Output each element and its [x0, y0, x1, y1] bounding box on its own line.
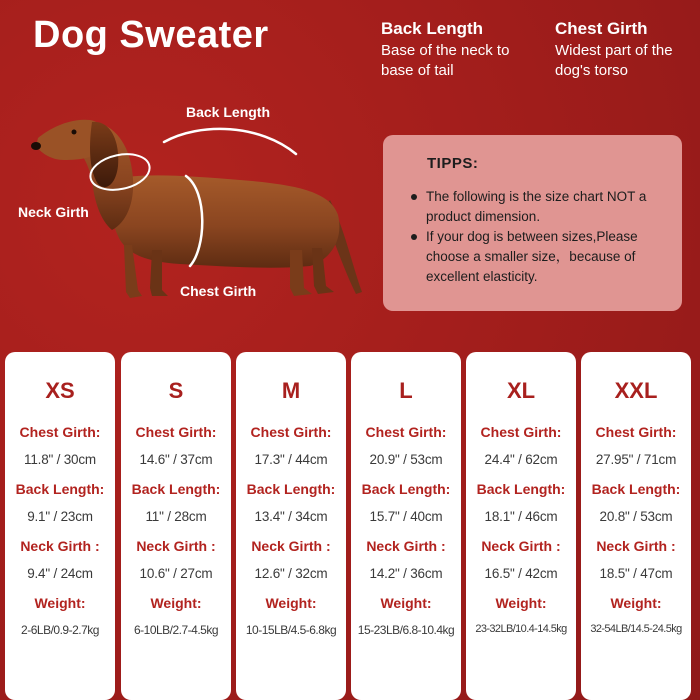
back-length-key: Back Length:	[246, 481, 336, 497]
back-length-text-line1: Base of the neck to	[381, 42, 510, 59]
size-label: L	[399, 378, 413, 403]
size-label: XS	[45, 378, 75, 403]
chest-girth-heading: Chest Girth	[555, 19, 648, 38]
neck-girth-key: Neck Girth :	[136, 538, 216, 554]
neck-girth-value: 12.6" / 32cm	[254, 566, 328, 581]
size-chart	[5, 352, 700, 700]
size-card-xs	[5, 352, 115, 700]
back-length-definition	[381, 18, 531, 81]
back-length-key: Back Length:	[476, 481, 566, 497]
tips-item: If your dog is between sizes,Please choose a smaller size，because of excellent elasticity.	[413, 227, 662, 287]
neck-girth-key: Neck Girth :	[481, 538, 561, 554]
chest-girth-value: 24.4" / 62cm	[484, 452, 558, 467]
weight-value: 32-54LB/14.5-24.5kg	[590, 623, 682, 635]
diagram-back-length-label: Back Length	[186, 104, 271, 120]
neck-girth-value: 9.4" / 24cm	[27, 566, 93, 581]
tips-list	[413, 187, 662, 287]
back-length-value: 15.7" / 40cm	[369, 509, 443, 524]
neck-girth-value: 16.5" / 42cm	[484, 566, 558, 581]
chest-girth-text-line1: Widest part of the	[555, 42, 673, 59]
back-length-value: 18.1" / 46cm	[484, 509, 558, 524]
weight-value: 10-15LB/4.5-6.8kg	[245, 623, 337, 637]
diagram-chest-girth-label: Chest Girth	[180, 283, 257, 299]
neck-girth-value: 18.5" / 47cm	[599, 566, 673, 581]
neck-girth-key: Neck Girth :	[596, 538, 676, 554]
neck-girth-value: 10.6" / 27cm	[139, 566, 213, 581]
size-card-l	[351, 352, 461, 700]
page-title: Dog Sweater	[33, 14, 269, 56]
neck-girth-key: Neck Girth :	[20, 538, 100, 554]
back-length-text-line2: base of tail	[381, 62, 454, 79]
size-card-xl	[466, 352, 576, 700]
weight-key: Weight:	[380, 595, 432, 611]
chest-girth-key: Chest Girth:	[135, 424, 217, 440]
weight-value: 6-10LB/2.7-4.5kg	[133, 623, 219, 637]
weight-key: Weight:	[150, 595, 202, 611]
diagram-neck-girth-label: Neck Girth	[18, 204, 89, 220]
weight-key: Weight:	[495, 595, 547, 611]
weight-value: 15-23LB/6.8-10.4kg	[357, 623, 455, 637]
chest-girth-key: Chest Girth:	[480, 424, 562, 440]
back-length-value: 13.4" / 34cm	[254, 509, 328, 524]
back-length-key: Back Length:	[15, 481, 105, 497]
tips-item: The following is the size chart NOT a product dimension.	[413, 187, 662, 227]
tips-heading: TIPPS:	[427, 155, 479, 172]
chest-girth-definition	[555, 18, 700, 81]
back-length-value: 9.1" / 23cm	[27, 509, 93, 524]
back-length-key: Back Length:	[361, 481, 451, 497]
size-label: XXL	[614, 378, 658, 403]
neck-girth-key: Neck Girth :	[251, 538, 331, 554]
neck-girth-key: Neck Girth :	[366, 538, 446, 554]
size-card-m	[236, 352, 346, 700]
size-card-xxl	[581, 352, 691, 700]
back-length-key: Back Length:	[131, 481, 221, 497]
weight-value: 2-6LB/0.9-2.7kg	[21, 623, 99, 637]
chest-girth-value: 27.95" / 71cm	[595, 452, 677, 467]
weight-key: Weight:	[265, 595, 317, 611]
weight-key: Weight:	[34, 595, 86, 611]
size-label: M	[281, 378, 301, 403]
chest-girth-key: Chest Girth:	[595, 424, 677, 440]
back-length-key: Back Length:	[591, 481, 681, 497]
tips-box	[383, 135, 682, 311]
back-length-heading: Back Length	[381, 19, 484, 38]
weight-value: 23-32LB/10.4-14.5kg	[475, 623, 567, 635]
chest-girth-value: 20.9" / 53cm	[369, 452, 443, 467]
chest-girth-value: 14.6" / 37cm	[139, 452, 213, 467]
chest-girth-key: Chest Girth:	[365, 424, 447, 440]
size-label: XL	[506, 378, 536, 403]
chest-girth-value: 17.3" / 44cm	[254, 452, 328, 467]
chest-girth-key: Chest Girth:	[250, 424, 332, 440]
back-length-value: 20.8" / 53cm	[599, 509, 673, 524]
chest-girth-value: 11.8" / 30cm	[24, 452, 96, 467]
size-label: S	[168, 378, 184, 403]
chest-girth-text-line2: dog's torso	[555, 62, 628, 79]
weight-key: Weight:	[610, 595, 662, 611]
back-length-value: 11" / 28cm	[145, 509, 207, 524]
chest-girth-key: Chest Girth:	[19, 424, 101, 440]
neck-girth-value: 14.2" / 36cm	[369, 566, 443, 581]
size-card-s	[121, 352, 231, 700]
